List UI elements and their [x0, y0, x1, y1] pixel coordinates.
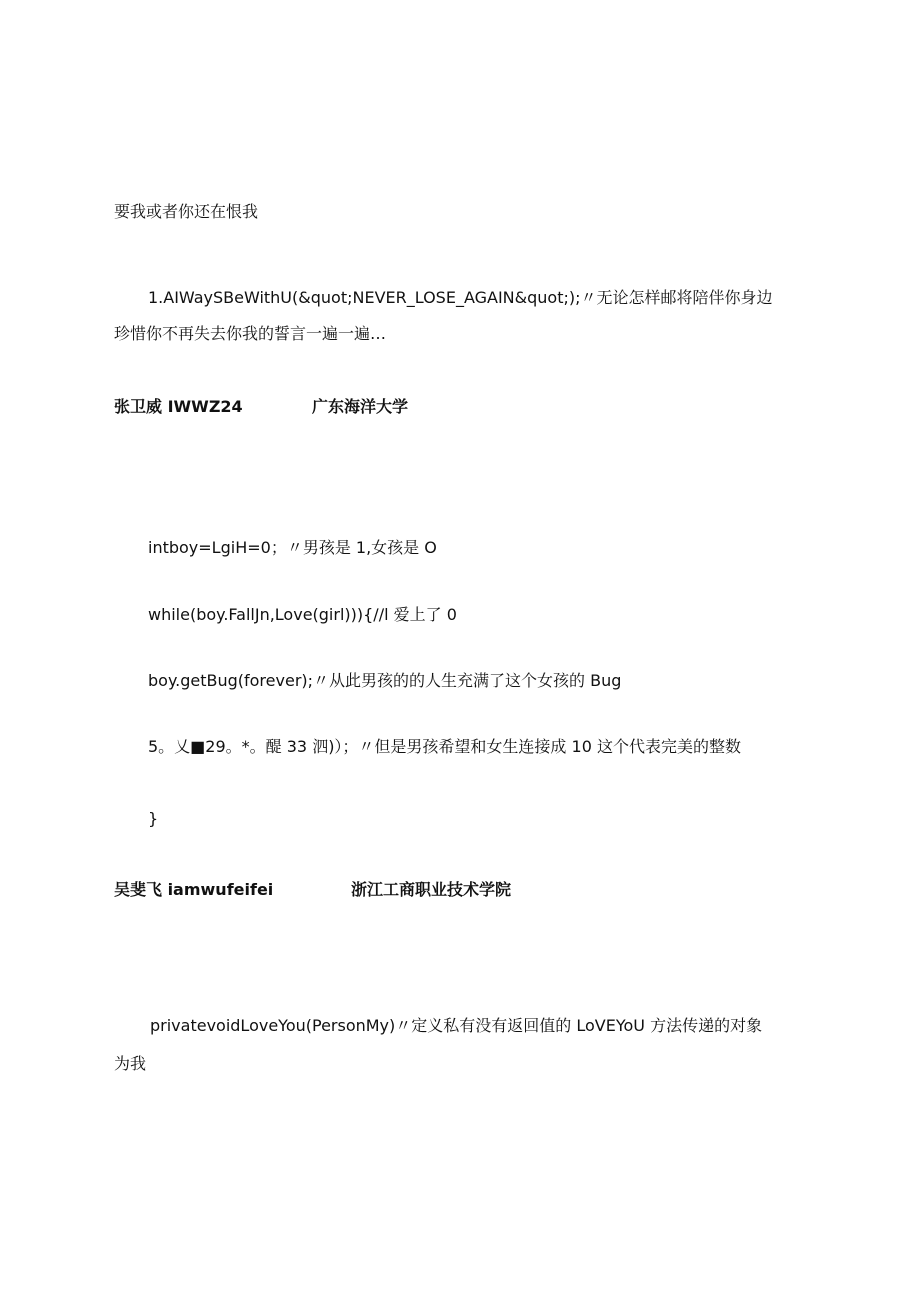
code-line-1: intboy=LgiH=0；〃男孩是 1,女孩是 O: [148, 538, 437, 557]
author-heading-2: [114, 880, 534, 900]
paragraph-2-line-2: 为我: [114, 1054, 147, 1073]
author-school: 浙江工商职业技术学院: [351, 880, 512, 899]
author-name: 张卫威 IWWZ24: [114, 397, 243, 416]
author-school: 广东海洋大学: [312, 397, 409, 416]
text-line-intro: 要我或者你还在恨我: [114, 202, 259, 221]
code-line-4: 5。乂■29。*。醍 33 泗)）；〃但是男孩希望和女生连接成 10 这个代表完美的整数: [148, 737, 741, 756]
code-line-3: boy.getBug(forever);〃从此男孩的的人生充满了这个女孩的 Bug: [148, 671, 622, 690]
paragraph-1-line-2: 珍惜你不再失去你我的誓言一遍一遍…: [114, 324, 387, 343]
paragraph-2-line-1: privatevoidLoveYou(PersonMy)〃定义私有没有返回值的 LoVEYoU 方法传递的对象: [150, 1016, 763, 1035]
paragraph-1-line-1: 1.AIWaySBeWithU(&quot;NEVER_LOSE_AGAIN&quot;);〃无论怎样邮将陪伴你身边: [148, 288, 773, 307]
code-line-5: }: [148, 809, 159, 828]
author-heading-1: [114, 397, 514, 417]
author-name: 吴斐飞 iamwufeifei: [114, 880, 274, 899]
code-line-2: while(boy.FallJn,Love(girl))){∕∕l 爱上了 0: [148, 605, 457, 624]
